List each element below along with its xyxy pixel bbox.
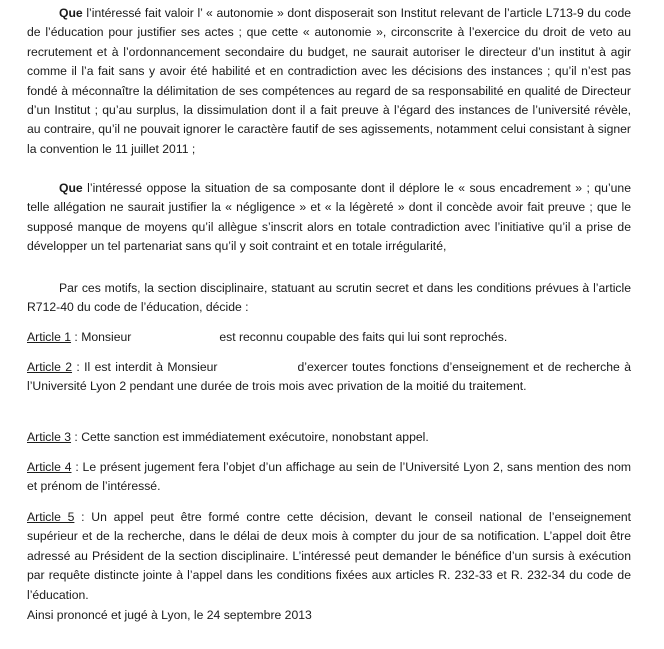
article-text: : Cette sanction est immédiatement exécutoire, nonobstant appel. [71, 430, 429, 444]
article-text-after: d’exercer toutes fonctions d’enseignement et de recherche à l’Université Lyon 2 pendant une durée de trois mois avec privation de la moitié du traitement. [27, 360, 631, 394]
paragraph-par-ces-motifs [27, 279, 631, 318]
article-5 [27, 508, 631, 605]
closing-statement [27, 606, 631, 625]
paragraph-lead: Que [59, 6, 83, 20]
article-text: : Le présent jugement fera l’objet d’un affichage au sein de l’Université Lyon 2, sans mention des nom et prénom de l’intéressé. [27, 460, 631, 494]
article-label: Article 4 [27, 460, 72, 474]
article-text-before: : Monsieur [71, 330, 132, 344]
article-text-after: est reconnu coupable des faits qui lui sont reprochés. [219, 330, 508, 344]
article-label: Article 5 [27, 510, 75, 524]
paragraph-text: l’intéressé fait valoir l’ « autonomie » dont disposerait son Institut relevant de l’article L713-9 du code de l’éducation pour justifier ses actes ; que cette « autonomie », circonscrite à l’exercice du droit de veto au recrutement et à l’ordonnancement secondaire du budget, ne saurait autoriser le directeur d’un institut à agir comme il l’a fait sans y avoir été habilité et en contradiction avec les décisions des instances ; qu’il n’est pas fondé à méconnaître la délimitation de ses compétences au regard de sa responsabilité en qualité de Directeur d’un Institut ; qu’au surplus, la dissimulation dont il a fait preuve à l’égard des instances de l’université révèle, au contraire, qu’il ne pouvait ignorer le caractère fautif de ses agissements, notamment celui consistant à signer la convention le 11 juillet 2011 ; [27, 6, 631, 156]
article-4 [27, 458, 631, 497]
paragraph-text: Par ces motifs, la section disciplinaire, statuant au scrutin secret et dans les conditions prévues à l’article R712-40 du code de l’éducation, décide : [27, 281, 631, 315]
article-1 [27, 328, 631, 347]
article-label: Article 2 [27, 360, 73, 374]
article-2 [27, 358, 631, 397]
paragraph-sous-encadrement [27, 179, 631, 257]
article-text-before: : Il est interdit à Monsieur [72, 360, 218, 374]
article-label: Article 1 [27, 330, 72, 344]
paragraph-lead: Que [59, 181, 83, 195]
article-text: : Un appel peut être formé contre cette décision, devant le conseil national de l’enseignement supérieur et de la recherche, dans le délai de deux mois à compter du jour de sa notification. L’appel doit être adressé au Président de la section disciplinaire. L’intéressé peut demander le bénéfice d’un sursis à exécution par requête distincte jointe à l’appel dans les conditions fixées aux articles R. 232-33 et R. 232-34 du code de l’éducation. [27, 510, 632, 602]
article-label: Article 3 [27, 430, 72, 444]
article-3 [27, 428, 631, 447]
closing-text: Ainsi prononcé et jugé à Lyon, le 24 septembre 2013 [27, 608, 312, 622]
paragraph-text: l’intéressé oppose la situation de sa composante dont il déplore le « sous encadrement » ; qu’une telle allégation ne saurait justifier la « négligence » et « la légèreté » dont il concède avoir fait preuve ; que le supposé manque de moyens qu’il allègue s’inscrit alors en totale contradiction avec l’initiative qu’il a prise de développer un tel partenariat sans qu’il y soit contraint et en totale irrégularité, [27, 181, 631, 254]
paragraph-autonomie [27, 4, 631, 159]
